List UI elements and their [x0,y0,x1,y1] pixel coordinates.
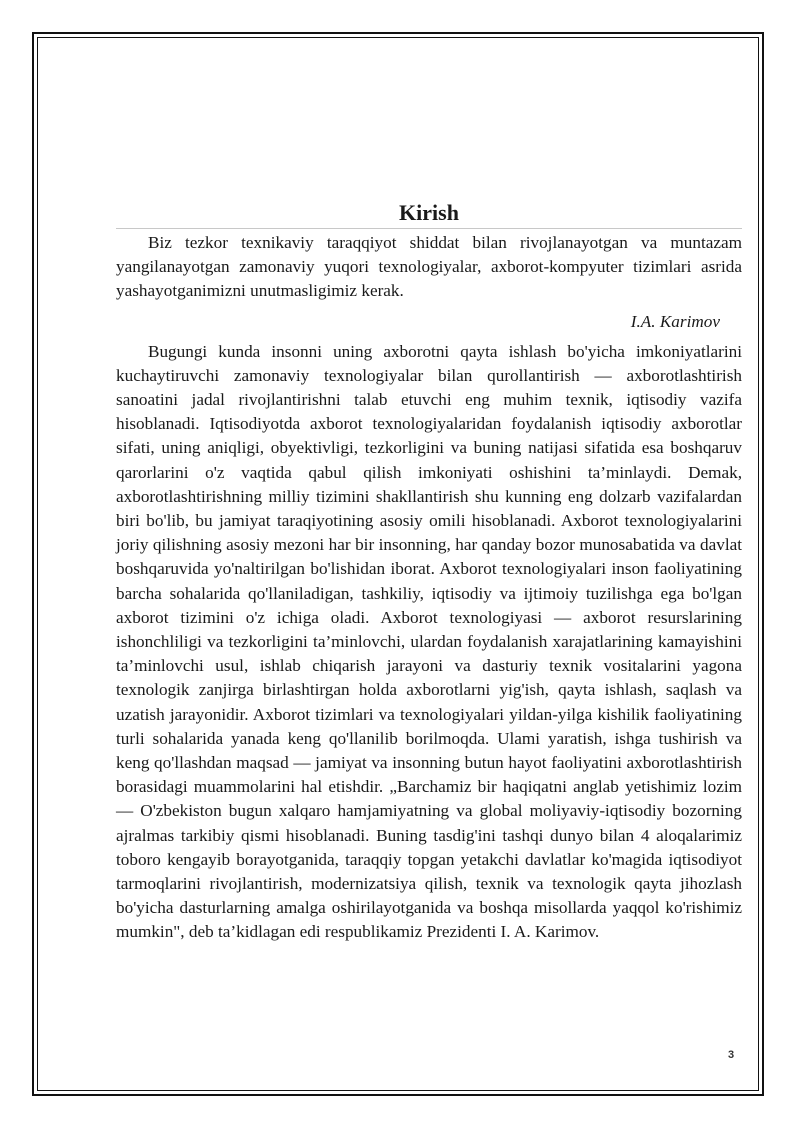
body-paragraph: Bugungi kunda insonni uning axborotni qayta ishlash bo'yicha imkoniyatlarini kuchaytiruvchi zamonaviy texnologiyalar bilan qurollantirish — axborotlashtirish sanoatini jadal rivojlantirishni talab etuvchi eng muhim texnik, iqtisodiy vazifa hisoblanadi. Iqtisodiyotda axborot texnologiyalaridan foydalanish iqtisodiy axborotlar sifati, uning aniqligi, obyektivligi, tezkorligini va buning natijasi sifatida esa boshqaruv qarorlarini o'z vaqtida qabul qilish imkoniyati oshishini ta’minlaydi. Demak, axborotlashtirishning milliy tizimini shakllantirish shu kunning eng dolzarb vazifalardan biri bo'lib, bu jamiyat taraqiyotining asosiy omili hisoblanadi. Axborot texnologiyalarini joriy qilishning asosiy mezoni har bir insonning, har qanday bozor munosabatida va davlat boshqaruvida yo'naltirilgan bo'lishidan iborat. Axborot texnologiyalari inson faoliyatining barcha sohalarida qo'llaniladigan, tashkiliy, iqtisodiy va ijtimoiy tuzilishga ega bo'lgan axborot tizimini o'z ichiga oladi. Axborot texnologiyasi — axborot resurslarining ishonchliligi va tezkorligini ta’minlovchi, ulardan foydalanish xarajatlarining kamayishini ta’minlovchi usul, ishlab chiqarish jarayoni va dasturiy texnik vositalarini yagona texnologik zanjirga birlashtirgan holda axborotlarni yig'ish, qayta ishlash, saqlash va uzatish jarayonidir. Axborot tizimlari va texnologiyalari yildan-yilga kishilik faoliyatining turli sohalarida yanada keng qo'llanilib borilmoqda. Ulami yaratish, ishga tushirish va keng qo'llashdan maqsad — jamiyat va insonning butun hayot faoliyatini axborotlashtirish borasidagi muammolarini hal etishdir. „Barchamiz bir haqiqatni anglab yetishimiz lozim — O'zbekiston bugun xalqaro hamjamiyatning va global moliyaviy-iqtisodiy bozorning ajralmas tarkibiy qismi hisoblanadi. Buning tasdig'ini tashqi dunyo bilan 4 aloqalarimiz toboro kengayib borayotganida, taraqqiy topgan yetakchi davlatlar ko'magida iqtisodiyot tarmoqlarini rivojlantirish, modernizatsiya qilish, texnik va texnologik qayta jihozlash bo'yicha dasturlarning amalga oshirilayotganida va boshqa misollarda yaqqol ko'rishimiz mumkin", deb ta’kidlagan edi respublikamiz Prezidenti I. A. Karimov. [116,341,742,942]
page-content [116,198,742,945]
page-number: 3 [728,1049,735,1061]
page-title: Kirish [399,200,459,225]
epigraph: Biz tezkor texnikaviy taraqqiyot shiddat bilan rivojlanayotgan va muntazam yangilanayotgan zamonaviy yuqori texnologiyalar, axborot-kompyuter tizimlari asrida yashayotganimizni unutmasligimiz kerak. [116,233,742,301]
epigraph-author: I.A. Karimov [630,311,720,331]
title-divider [116,228,742,229]
